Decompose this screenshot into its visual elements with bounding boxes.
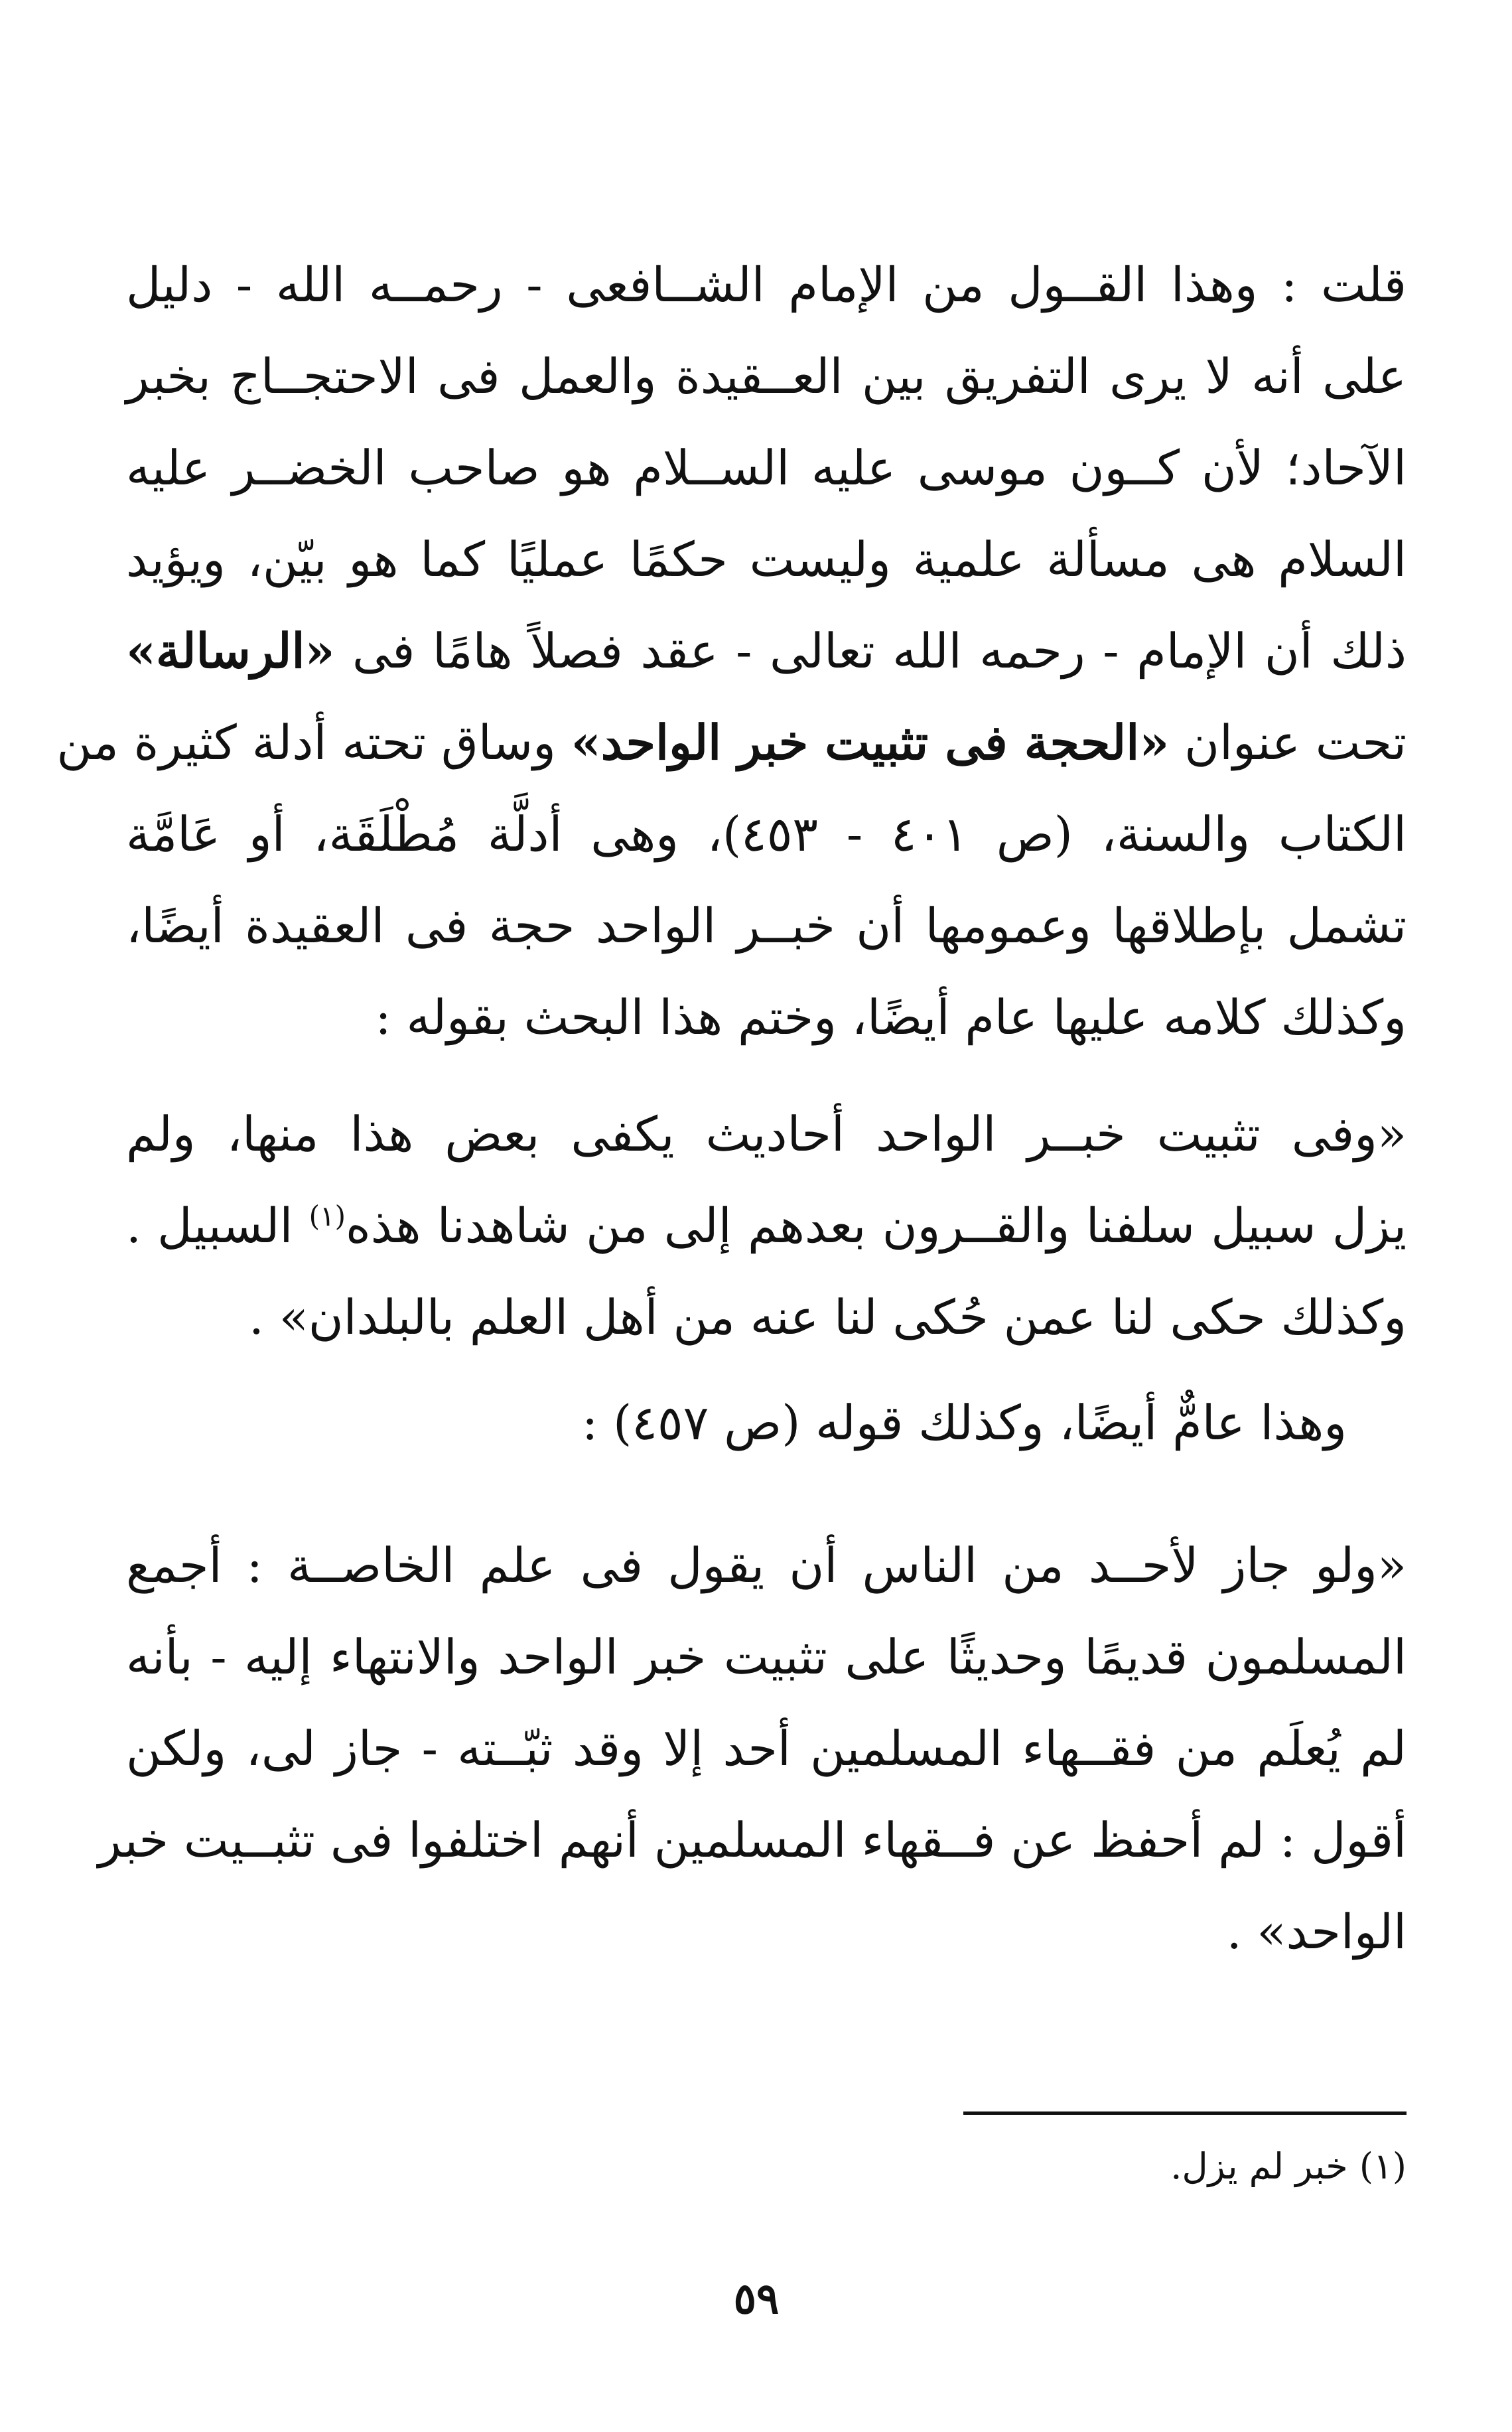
paragraph-1 bbox=[56, 239, 1407, 1063]
text-line: السلام هى مسألة علمية وليست حكمًا عمليًا كما هو بيّن، ويؤيد bbox=[126, 532, 1407, 587]
footnote-reference[interactable]: (١) bbox=[309, 1200, 346, 1232]
bold-phrase: «الرسالة» bbox=[126, 622, 335, 679]
text-line: الكتاب والسنة، (ص ٤٠١ - ٤٥٣)، وهى أدلَّة مُطْلَقَة، أو عَامَّة bbox=[126, 806, 1407, 862]
paragraph-2-quote bbox=[126, 1088, 1407, 1363]
bold-phrase: «الحجة فى تثبيت خبر الواحد» bbox=[571, 714, 1170, 770]
page-number: ٥٩ bbox=[733, 2274, 780, 2324]
text-line: الآحاد؛ لأن كــون موسى عليه الســلام هو صاحب الخضــر عليه bbox=[126, 440, 1407, 496]
text-line: أقول : لم أحفظ عن فــقهاء المسلمين أنهم اختلفوا فى تثبــيت خبر bbox=[98, 1812, 1407, 1868]
text-line: ذلك أن الإمام - رحمه الله تعالى - عقد فصلاً هامًا فى «الرسالة» bbox=[126, 622, 1407, 679]
text-line: «وفى تثبيت خبــر الواحد أحاديث يكفى بعض هذا منها، ولم bbox=[126, 1106, 1407, 1162]
paragraph-3 bbox=[126, 1377, 1407, 1468]
text-line: قلت : وهذا القــول من الإمام الشــافعى - رحمــه الله - دليل bbox=[126, 257, 1407, 313]
footnote: (١) خبر لم يزل. bbox=[1170, 2145, 1407, 2187]
text-line: لم يُعلَم من فقــهاء المسلمين أحد إلا وقد ثبّــته - جاز لى، ولكن bbox=[126, 1721, 1407, 1776]
line-tail: السبيل . bbox=[126, 1198, 293, 1253]
text-line: المسلمون قديمًا وحديثًا على تثبيت خبر الواحد والانتهاء إليه - بأنه bbox=[126, 1629, 1407, 1685]
text-line: تحت عنوان «الحجة فى تثبيت خبر الواحد» وساق تحته أدلة كثيرة من bbox=[56, 714, 1407, 770]
text-line-with-footnote bbox=[126, 1180, 1407, 1271]
text-line: على أنه لا يرى التفريق بين العــقيدة والعمل فى الاحتجــاج بخبر bbox=[126, 348, 1407, 404]
text-line: «ولو جاز لأحــد من الناس أن يقول فى علم الخاصــة : أجمع bbox=[126, 1538, 1407, 1593]
line-text: يزل سبيل سلفنا والقــرون بعدهم إلى من شاهدنا هذه bbox=[346, 1198, 1407, 1253]
text-line: وكذلك كلامه عليها عام أيضًا، وختم هذا البحث بقوله : bbox=[375, 989, 1407, 1045]
text-line: الواحد» . bbox=[1226, 1904, 1407, 1960]
text-line: وكذلك حكى لنا عمن حُكى لنا عنه من أهل العلم بالبلدان» . bbox=[248, 1289, 1407, 1345]
footnote-divider bbox=[963, 2111, 1407, 2115]
text-line: وهذا عامٌّ أيضًا، وكذلك قوله (ص ٤٥٧) : bbox=[582, 1395, 1347, 1451]
paragraph-4-quote bbox=[98, 1520, 1407, 1977]
text-line: تشمل بإطلاقها وعمومها أن خبــر الواحد حجة فى العقيدة أيضًا، bbox=[126, 898, 1407, 954]
